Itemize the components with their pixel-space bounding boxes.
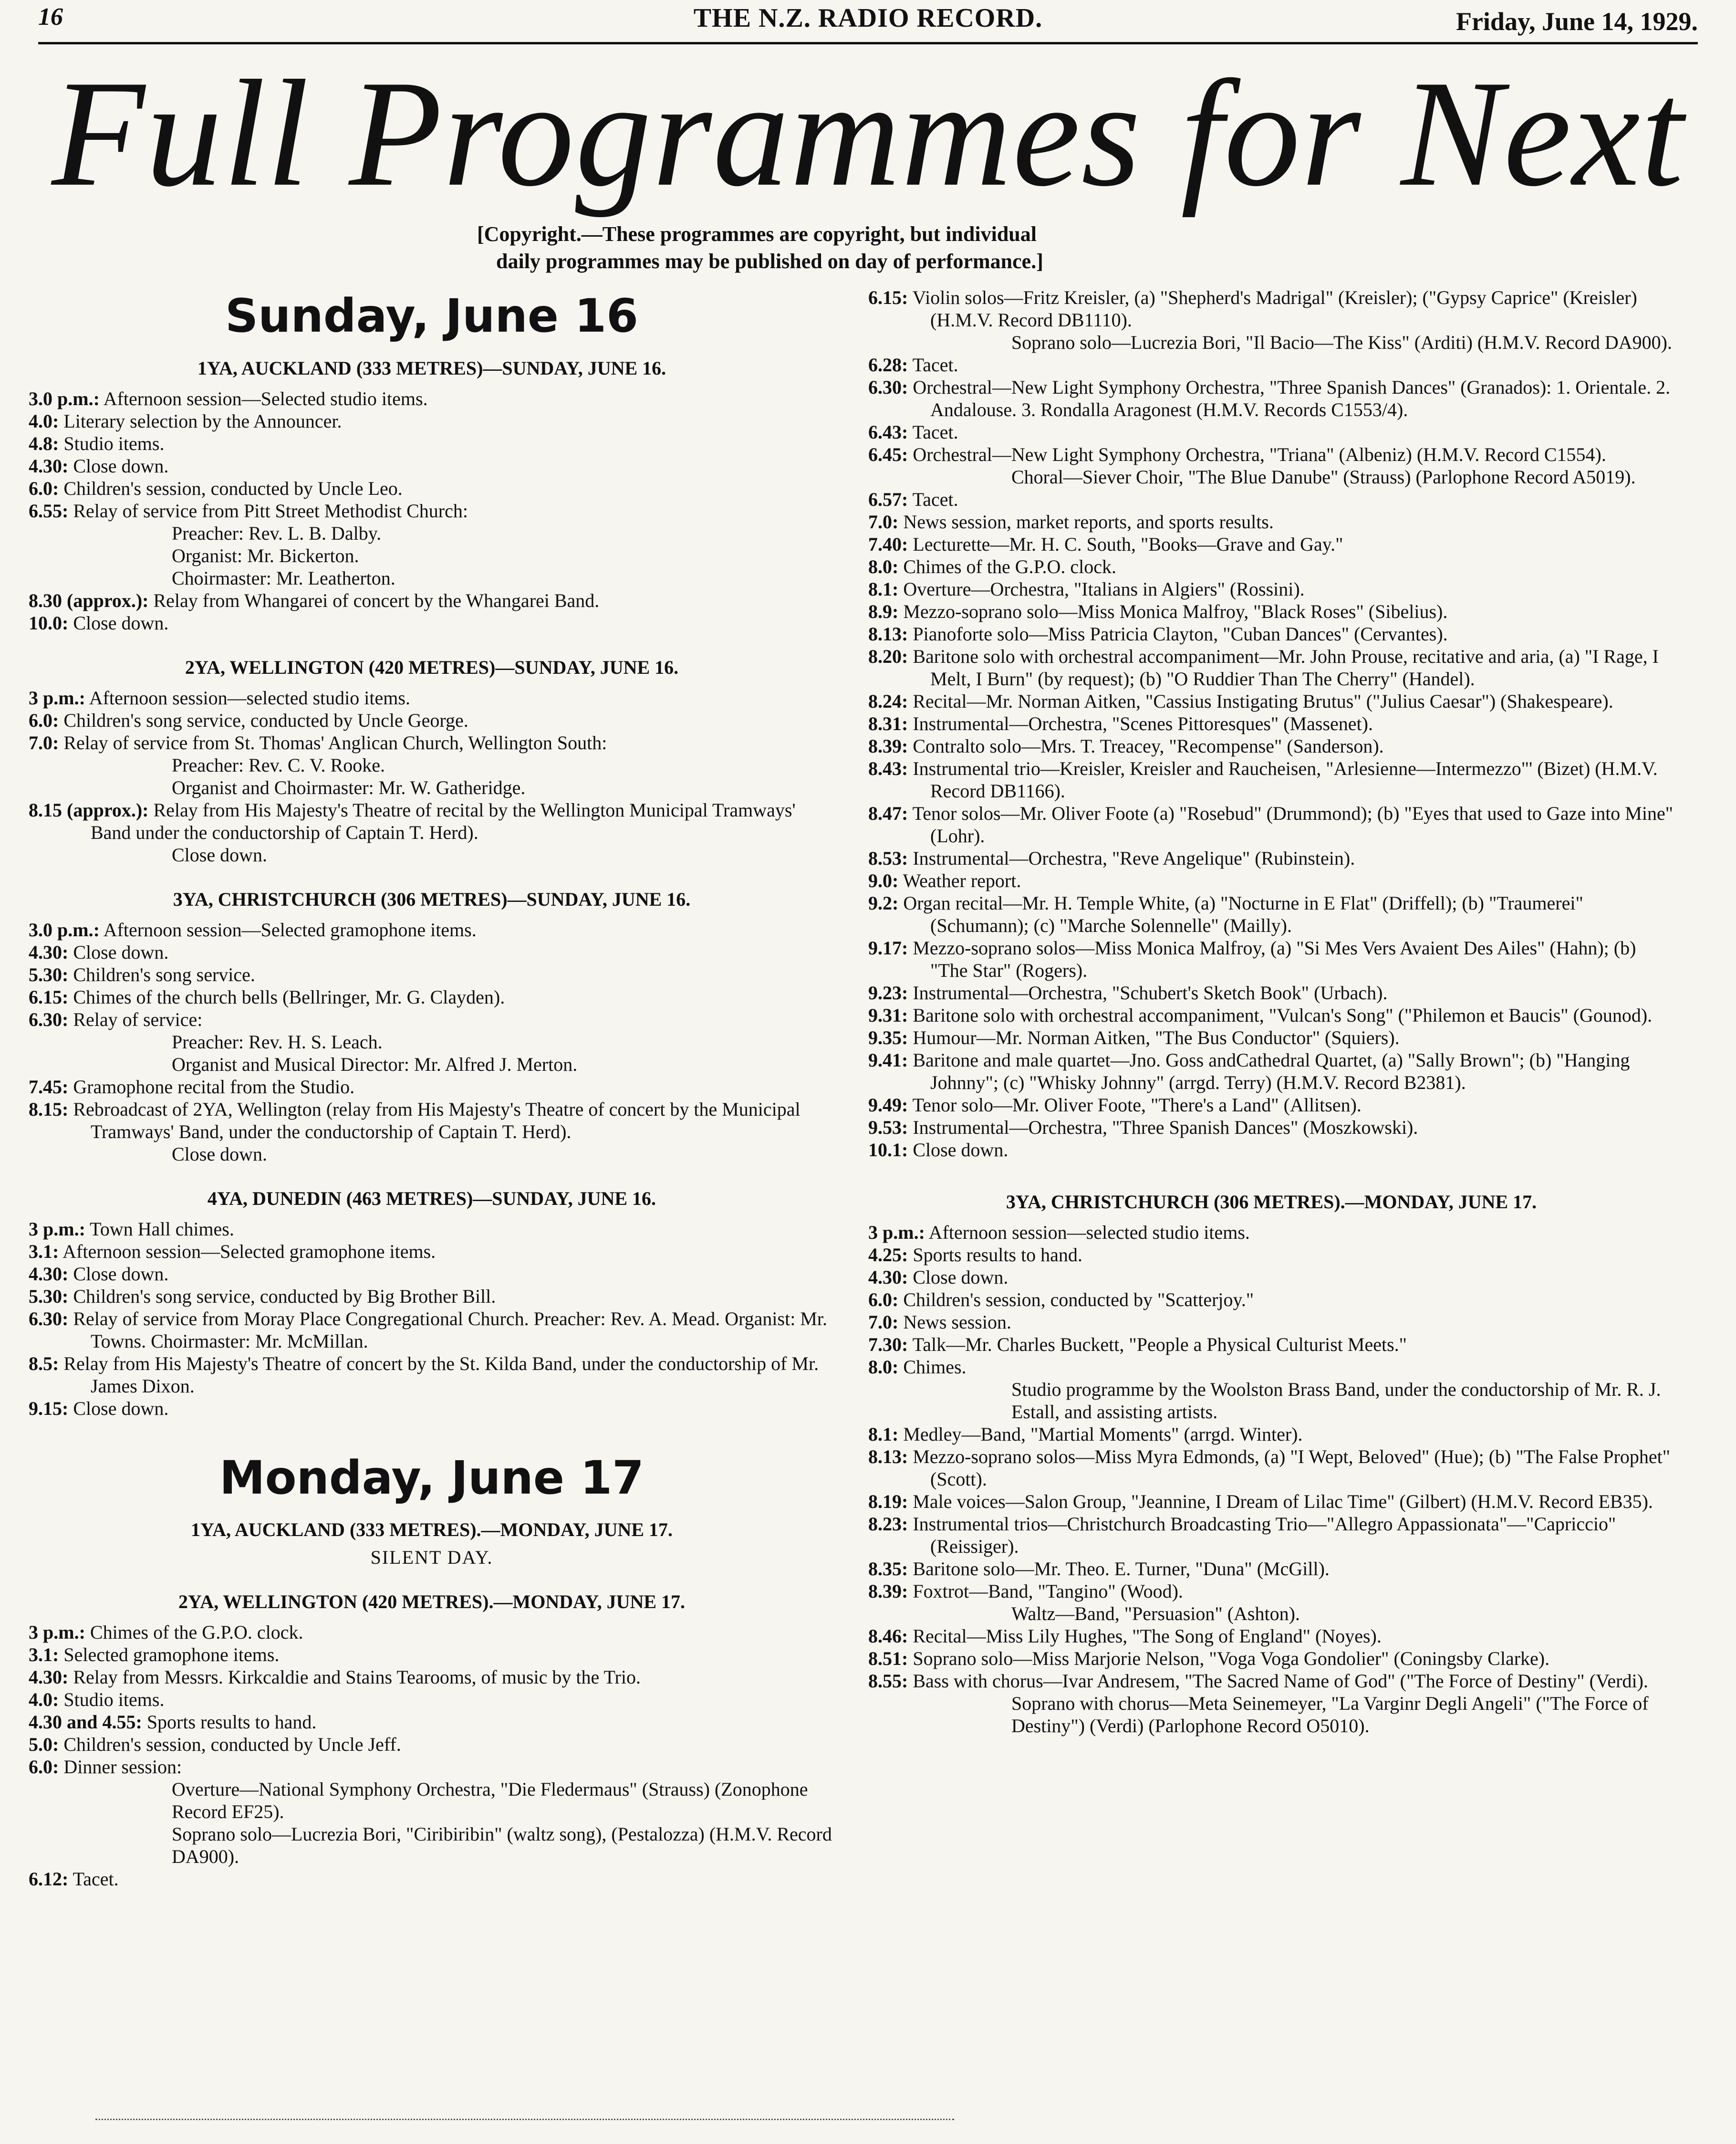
programme-item xyxy=(868,421,1674,443)
programme-time: 5.0: xyxy=(29,1734,59,1756)
left-column xyxy=(29,286,835,1890)
programme-time: 9.17: xyxy=(868,937,908,959)
programme-text: Studio programme by the Woolston Brass Band, under the conductorship of Mr. R. J. Estall, and assisting artists. xyxy=(1011,1379,1661,1422)
programme-text: Close down. xyxy=(73,455,169,477)
programme-time: 10.1: xyxy=(868,1139,908,1161)
programme-text: Relay from Whangarei of concert by the Whangarei Band. xyxy=(153,589,600,611)
station-heading: 3YA, CHRISTCHURCH (306 METRES)—SUNDAY, JUNE 16. xyxy=(173,888,691,910)
programme-time: 6.30: xyxy=(29,1307,69,1329)
programme-item xyxy=(868,354,1674,376)
programme-text: Town Hall chimes. xyxy=(90,1218,234,1240)
programme-text: Studio items. xyxy=(63,1689,165,1711)
programme-text: Afternoon session—selected studio items. xyxy=(89,687,410,709)
programme-item xyxy=(868,1647,1674,1670)
programme-time: 8.13: xyxy=(868,623,908,645)
programme-text: Recital—Miss Lily Hughes, "The Song of England" (Noyes). xyxy=(913,1625,1382,1647)
programme-time: 3 p.m.: xyxy=(868,1222,925,1243)
programme-item xyxy=(868,645,1674,690)
programme-text: Close down. xyxy=(73,612,169,634)
programme-text: Soprano solo—Miss Marjorie Nelson, "Voga Voga Gondolier" (Coningsby Clarke). xyxy=(913,1648,1550,1669)
programme-item xyxy=(868,1423,1674,1445)
programme-item xyxy=(868,757,1674,802)
programme-text: Afternoon session—Selected studio items. xyxy=(103,387,428,409)
programme-item xyxy=(868,802,1674,847)
programme-time: 4.30: xyxy=(29,455,69,477)
programme-text: Orchestral—New Light Symphony Orchestra, "Triana" (Albeniz) (H.M.V. Record C1554). xyxy=(913,444,1606,465)
programme-time: 4.25: xyxy=(868,1244,908,1265)
programme-text: Children's session, conducted by Uncle Leo. xyxy=(63,477,403,499)
programme-time: 8.24: xyxy=(868,690,908,712)
programme-text: Tenor solo—Mr. Oliver Foote, "There's a Land" (Allitsen). xyxy=(912,1094,1362,1116)
programme-time: 10.0: xyxy=(29,612,69,634)
programme-list xyxy=(868,286,1674,1161)
programme-text: Soprano solo—Lucrezia Bori, "Il Bacio—The Kiss" (Arditi) (H.M.V. Record DA900). xyxy=(1011,332,1672,353)
programme-item xyxy=(29,799,835,844)
programme-text: Close down. xyxy=(172,1143,267,1165)
programme-item xyxy=(29,1711,835,1733)
programme-time: 8.15 (approx.): xyxy=(29,799,149,821)
programme-time: 8.43: xyxy=(868,758,908,779)
programme-text: Baritone and male quartet—Jno. Goss andCathedral Quartet, (a) "Sally Brown"; (b) "Hanging Johnny"; (c) "Whisky Johnny" (arrgd. Terry) (H.M.V. Record B2381). xyxy=(913,1049,1630,1093)
programme-time: 6.57: xyxy=(868,489,908,510)
programme-text: Recital—Mr. Norman Aitken, "Cassius Instigating Brutus" ("Julius Caesar") (Shakespeare). xyxy=(913,690,1613,712)
programme-text: Chimes of the G.P.O. clock. xyxy=(903,556,1116,577)
programme-text: Studio items. xyxy=(63,432,165,454)
programme-item xyxy=(29,687,835,709)
programme-item xyxy=(868,690,1674,712)
programme-time: 9.49: xyxy=(868,1094,908,1116)
silent-day-note: SILENT DAY. xyxy=(370,1547,493,1569)
programme-item xyxy=(29,1397,835,1420)
programme-item xyxy=(29,1076,835,1098)
day-heading-sunday: Sunday, June 16 xyxy=(225,289,638,343)
programme-time: 4.30 and 4.55: xyxy=(29,1711,142,1733)
programme-time: 6.15: xyxy=(29,986,69,1008)
programme-text: Bass with chorus—Ivar Andresem, "The Sacred Name of God" ("The Force of Destiny" (Verdi). xyxy=(913,1670,1648,1692)
programme-text: Baritone solo with orchestral accompaniment, "Vulcan's Song" ("Philemon et Baucis" (Gounod). xyxy=(913,1004,1653,1026)
header-rule xyxy=(38,42,1698,44)
programme-item xyxy=(868,623,1674,645)
programme-item xyxy=(868,1221,1674,1244)
copyright-notice xyxy=(477,220,1264,275)
issue-date: Friday, June 14, 1929. xyxy=(1455,7,1698,36)
programme-text: Children's song service, conducted by Uncle George. xyxy=(63,709,468,731)
programme-time: 8.1: xyxy=(868,578,899,600)
programme-text: Preacher: Rev. L. B. Dalby. xyxy=(172,522,382,544)
programme-time: 8.1: xyxy=(868,1423,899,1445)
programme-time: 3 p.m.: xyxy=(29,687,85,709)
programme-list xyxy=(29,687,835,866)
programme-time: 9.15: xyxy=(29,1397,69,1419)
programme-item xyxy=(868,1580,1674,1602)
programme-item xyxy=(29,1218,835,1240)
programme-time: 9.31: xyxy=(868,1004,908,1026)
programme-item xyxy=(29,732,835,754)
programme-time: 6.43: xyxy=(868,421,908,443)
programme-text: Children's song service. xyxy=(73,963,255,985)
programme-list xyxy=(29,919,835,1165)
programme-text: Preacher: Rev. H. S. Leach. xyxy=(172,1031,383,1053)
programme-item xyxy=(868,1602,1674,1625)
programme-item xyxy=(29,612,835,634)
programme-time: 8.23: xyxy=(868,1513,908,1535)
page-header xyxy=(38,3,1698,36)
programme-text: Tacet. xyxy=(912,421,958,443)
programme-item xyxy=(868,1356,1674,1378)
programme-text: Relay of service from Pitt Street Methodist Church: xyxy=(73,500,468,522)
programme-item xyxy=(868,533,1674,555)
station-heading: 1YA, AUCKLAND (333 METRES)—SUNDAY, JUNE 16. xyxy=(197,357,666,379)
programme-item xyxy=(29,1733,835,1756)
programme-item xyxy=(29,776,835,799)
programme-text: Children's song service, conducted by Big Brother Bill. xyxy=(73,1285,496,1307)
programme-item xyxy=(868,1049,1674,1094)
programme-text: Instrumental—Orchestra, "Reve Angelique" (Rubinstein). xyxy=(913,847,1355,869)
programme-time: 8.31: xyxy=(868,713,908,734)
programme-time: 9.0: xyxy=(868,870,899,891)
programme-time: 8.19: xyxy=(868,1491,908,1512)
programme-text: Waltz—Band, "Persuasion" (Ashton). xyxy=(1011,1603,1300,1624)
page-title: Full Programmes for Next xyxy=(52,49,1684,218)
programme-time: 6.0: xyxy=(868,1289,899,1310)
programme-item xyxy=(29,1240,835,1263)
programme-text: Humour—Mr. Norman Aitken, "The Bus Conductor" (Squiers). xyxy=(913,1027,1400,1048)
programme-item xyxy=(29,1868,835,1890)
programme-time: 6.0: xyxy=(29,709,59,731)
station-heading: 2YA, WELLINGTON (420 METRES)—SUNDAY, JUNE 16. xyxy=(185,656,679,678)
programme-time: 8.9: xyxy=(868,601,899,622)
programme-text: Sports results to hand. xyxy=(913,1244,1082,1265)
programme-time: 6.45: xyxy=(868,444,908,465)
programme-time: 5.30: xyxy=(29,963,69,985)
programme-text: Mezzo-soprano solos—Miss Monica Malfroy, (a) "Si Mes Vers Avaient Des Ailes" (Hahn); (b) "The Star" (Rogers). xyxy=(913,937,1636,981)
programme-time: 9.53: xyxy=(868,1117,908,1138)
programme-text: Pianoforte solo—Miss Patricia Clayton, "Cuban Dances" (Cervantes). xyxy=(913,623,1448,645)
programme-text: Tacet. xyxy=(73,1868,119,1890)
programme-item xyxy=(29,410,835,432)
programme-list xyxy=(29,387,835,634)
programme-item xyxy=(868,892,1674,937)
programme-time: 4.30: xyxy=(29,1263,69,1285)
programme-item xyxy=(868,331,1674,354)
programme-time: 8.39: xyxy=(868,735,908,757)
programme-item xyxy=(868,1266,1674,1288)
programme-time: 7.30: xyxy=(868,1334,908,1355)
programme-item xyxy=(868,982,1674,1004)
programme-time: 8.46: xyxy=(868,1625,908,1647)
bottom-fold-line xyxy=(95,2119,954,2120)
programme-text: Tenor solos—Mr. Oliver Foote (a) "Rosebud" (Drummond); (b) "Eyes that used to Gaze into Mine" (Lohr). xyxy=(912,803,1674,847)
programme-text: Close down. xyxy=(73,941,169,963)
programme-item xyxy=(29,544,835,567)
programme-text: Afternoon session—selected studio items. xyxy=(928,1222,1250,1243)
programme-item xyxy=(29,1621,835,1643)
programme-text: Relay from Messrs. Kirkcaldie and Stains Tearooms, of music by the Trio. xyxy=(73,1666,641,1688)
programme-time: 7.0: xyxy=(868,1311,899,1333)
programme-text: Relay from His Majesty's Theatre of concert by the St. Kilda Band, under the conductorship of Mr. James Dixon. xyxy=(63,1352,819,1397)
programme-text: Orchestral—New Light Symphony Orchestra, "Three Spanish Dances" (Granados): 1. Orientale. 2. Andalouse. 3. Rondalla Aragonest (H.M.V. Records C1553/4). xyxy=(913,377,1671,420)
programme-text: Relay of service: xyxy=(73,1008,203,1030)
programme-item xyxy=(868,578,1674,600)
programme-item xyxy=(868,466,1674,488)
programme-time: 6.55: xyxy=(29,500,69,522)
programme-text: Tacet. xyxy=(912,489,958,510)
programme-text: Talk—Mr. Charles Buckett, "People a Physical Culturist Meets." xyxy=(912,1334,1407,1355)
programme-time: 7.0: xyxy=(29,732,59,753)
programme-item xyxy=(868,1625,1674,1647)
programme-text: Lecturette—Mr. H. C. South, "Books—Grave and Gay." xyxy=(913,533,1343,555)
programme-item xyxy=(29,387,835,410)
programme-text: Selected gramophone items. xyxy=(63,1644,280,1666)
programme-time: 3.1: xyxy=(29,1644,59,1666)
programme-item xyxy=(29,919,835,941)
right-column xyxy=(868,286,1674,1737)
station-heading: 2YA, WELLINGTON (420 METRES).—MONDAY, JUNE 17. xyxy=(178,1591,686,1613)
programme-item xyxy=(868,555,1674,578)
programme-item xyxy=(29,1098,835,1143)
programme-item xyxy=(868,1116,1674,1139)
programme-text: Organist and Choirmaster: Mr. W. Gatheridge. xyxy=(172,776,526,798)
programme-item xyxy=(868,1670,1674,1692)
programme-text: Tacet. xyxy=(912,354,958,376)
programme-text: Foxtrot—Band, "Tangino" (Wood). xyxy=(913,1580,1183,1602)
programme-text: Contralto solo—Mrs. T. Treacey, "Recompense" (Sanderson). xyxy=(913,735,1384,757)
programme-item xyxy=(868,937,1674,982)
copyright-line: daily programmes may be published on day of performance.] xyxy=(496,250,1043,273)
programme-time: 8.30 (approx.): xyxy=(29,589,149,611)
programme-text: Choral—Siever Choir, "The Blue Danube" (Strauss) (Parlophone Record A5019). xyxy=(1011,466,1636,488)
programme-text: Gramophone recital from the Studio. xyxy=(73,1076,355,1098)
programme-text: Close down. xyxy=(913,1266,1008,1288)
programme-text: Instrumental—Orchestra, "Scenes Pittoresques" (Massenet). xyxy=(913,713,1373,734)
programme-item xyxy=(868,488,1674,511)
programme-time: 8.13: xyxy=(868,1446,908,1467)
programme-item xyxy=(868,443,1674,466)
programme-time: 8.51: xyxy=(868,1648,908,1669)
programme-text: Violin solos—Fritz Kreisler, (a) "Shepherd's Madrigal" (Kreisler); ("Gypsy Caprice" (Kreisler) (H.M.V. Record DB1110). xyxy=(912,287,1637,331)
programme-time: 4.30: xyxy=(868,1266,908,1288)
programme-time: 3 p.m.: xyxy=(29,1621,85,1643)
programme-text: Mezzo-soprano solo—Miss Monica Malfroy, "Black Roses" (Sibelius). xyxy=(903,601,1448,622)
programme-item xyxy=(29,1285,835,1307)
programme-item xyxy=(868,1288,1674,1311)
programme-time: 8.53: xyxy=(868,847,908,869)
programme-text: Relay of service from St. Thomas' Anglican Church, Wellington South: xyxy=(63,732,607,753)
programme-item xyxy=(868,869,1674,892)
programme-text: Relay of service from Moray Place Congregational Church. Preacher: Rev. A. Mead. Organist: Mr. Towns. Choirmaster: Mr. McMillan. xyxy=(73,1307,828,1352)
programme-text: News session, market reports, and sports results. xyxy=(903,511,1274,533)
programme-item xyxy=(29,1053,835,1076)
programme-time: 8.15: xyxy=(29,1098,69,1120)
programme-text: Organist and Musical Director: Mr. Alfred J. Merton. xyxy=(172,1053,578,1075)
programme-text: Chimes of the church bells (Bellringer, Mr. G. Clayden). xyxy=(73,986,505,1008)
programme-time: 3.0 p.m.: xyxy=(29,919,100,941)
programme-text: Afternoon session—Selected gramophone items. xyxy=(62,1240,436,1262)
programme-time: 7.45: xyxy=(29,1076,69,1098)
programme-text: Soprano with chorus—Meta Seinemeyer, "La Varginr Degli Angeli" ("The Force of Destiny") (Verdi) (Parlophone Record O5010). xyxy=(1011,1693,1649,1736)
programme-item xyxy=(29,477,835,500)
programme-time: 6.30: xyxy=(868,377,908,398)
programme-item xyxy=(29,1688,835,1711)
programme-item xyxy=(868,286,1674,331)
programme-text: Afternoon session—Selected gramophone items. xyxy=(103,919,477,941)
programme-item xyxy=(868,376,1674,421)
programme-time: 7.0: xyxy=(868,511,899,533)
programme-text: Organist: Mr. Bickerton. xyxy=(172,544,359,566)
programme-time: 6.28: xyxy=(868,354,908,376)
programme-text: Dinner session: xyxy=(63,1756,182,1778)
programme-item xyxy=(29,589,835,612)
programme-item xyxy=(868,1692,1674,1737)
programme-item xyxy=(29,754,835,776)
programme-time: 8.39: xyxy=(868,1580,908,1602)
programme-time: 6.30: xyxy=(29,1008,69,1030)
programme-text: Close down. xyxy=(73,1263,169,1285)
programme-time: 8.0: xyxy=(868,556,899,577)
programme-time: 6.15: xyxy=(868,287,908,308)
programme-item xyxy=(29,1666,835,1688)
programme-item xyxy=(29,567,835,589)
programme-time: 8.5: xyxy=(29,1352,59,1374)
programme-text: Soprano solo—Lucrezia Bori, "Ciribiribin" (waltz song), (Pestalozza) (H.M.V. Record DA900). xyxy=(172,1823,832,1868)
programme-text: Instrumental trios—Christchurch Broadcasting Trio—"Allegro Appassionata"—"Capriccio" (Reissiger). xyxy=(913,1513,1616,1557)
programme-time: 9.41: xyxy=(868,1049,908,1071)
programme-text: Chimes of the G.P.O. clock. xyxy=(90,1621,303,1643)
programme-item xyxy=(29,1643,835,1666)
programme-item xyxy=(868,1311,1674,1333)
programme-time: 6.0: xyxy=(29,1756,59,1778)
programme-list xyxy=(29,1621,835,1890)
programme-time: 4.0: xyxy=(29,410,59,432)
publication-name: THE N.Z. RADIO RECORD. xyxy=(693,3,1043,33)
programme-item xyxy=(29,986,835,1008)
programme-time: 3 p.m.: xyxy=(29,1218,85,1240)
programme-item xyxy=(29,455,835,477)
programme-text: Close down. xyxy=(913,1139,1008,1161)
programme-time: 6.0: xyxy=(29,477,59,499)
programme-item xyxy=(29,1143,835,1165)
programme-time: 6.12: xyxy=(29,1868,69,1890)
programme-item xyxy=(868,847,1674,869)
programme-time: 8.0: xyxy=(868,1356,899,1378)
station-heading: 3YA, CHRISTCHURCH (306 METRES).—MONDAY, JUNE 17. xyxy=(1006,1191,1537,1213)
programme-time: 8.35: xyxy=(868,1558,908,1579)
programme-item xyxy=(868,1333,1674,1356)
programme-text: Children's session, conducted by Uncle Jeff. xyxy=(63,1734,401,1756)
programme-item xyxy=(868,1513,1674,1558)
programme-item xyxy=(868,735,1674,757)
programme-text: Relay from His Majesty's Theatre of recital by the Wellington Municipal Tramways' Band under the conductorship of Captain T. Herd). xyxy=(91,799,796,843)
programme-item xyxy=(868,600,1674,623)
programme-text: Mezzo-soprano solos—Miss Myra Edmonds, (a) "I Wept, Beloved" (Hue); (b) "The False Prophet" (Scott). xyxy=(913,1446,1671,1490)
programme-item xyxy=(868,1490,1674,1513)
programme-text: Organ recital—Mr. H. Temple White, (a) "Nocturne in E Flat" (Driffell); (b) "Traumerei" (Schumann); (c) "Marche Solennelle" (Mailly). xyxy=(903,892,1583,936)
copyright-line: [Copyright.—These programmes are copyright, but individual xyxy=(477,222,1037,246)
programme-item xyxy=(29,963,835,986)
programme-item xyxy=(868,511,1674,533)
programme-item xyxy=(29,1778,835,1823)
programme-item xyxy=(868,712,1674,735)
programme-text: Instrumental trio—Kreisler, Kreisler and Raucheisen, "Arlesienne—Intermezzo"' (Bizet) (H.M.V. Record DB1166). xyxy=(913,758,1658,802)
programme-item xyxy=(868,1378,1674,1423)
programme-time: 9.2: xyxy=(868,892,899,914)
programme-list xyxy=(29,1218,835,1420)
programme-text: Rebroadcast of 2YA, Wellington (relay from His Majesty's Theatre of concert by the Municipal Tramways' Band, under the conductorship of Captain T. Herd). xyxy=(73,1098,800,1142)
programme-text: Children's session, conducted by "Scatterjoy." xyxy=(903,1289,1254,1310)
programme-item xyxy=(29,500,835,522)
programme-time: 3.0 p.m.: xyxy=(29,387,100,409)
programme-text: Instrumental—Orchestra, "Three Spanish Dances" (Moszkowski). xyxy=(913,1117,1418,1138)
programme-text: Close down. xyxy=(172,844,267,866)
programme-item xyxy=(29,1263,835,1285)
programme-text: Chimes. xyxy=(903,1356,967,1378)
programme-item xyxy=(29,941,835,963)
programme-item xyxy=(868,1139,1674,1161)
programme-time: 3.1: xyxy=(29,1240,59,1262)
programme-text: Instrumental—Orchestra, "Schubert's Sketch Book" (Urbach). xyxy=(913,982,1388,1004)
programme-text: Choirmaster: Mr. Leatherton. xyxy=(172,567,395,589)
programme-text: Overture—Orchestra, "Italians in Algiers" (Rossini). xyxy=(903,578,1305,600)
programme-item xyxy=(29,522,835,544)
programme-item xyxy=(868,1244,1674,1266)
programme-item xyxy=(29,1008,835,1031)
programme-time: 9.35: xyxy=(868,1027,908,1048)
programme-item xyxy=(29,1352,835,1397)
programme-item xyxy=(29,1823,835,1868)
programme-text: Weather report. xyxy=(903,870,1021,891)
page-number: 16 xyxy=(38,3,63,31)
programme-item xyxy=(29,1307,835,1352)
programme-text: Baritone solo with orchestral accompaniment—Mr. John Prouse, recitative and aria, (a) "I Rage, I Melt, I Burn" (by request); (b) "O Ruddier Than The Cherry" (Handel). xyxy=(913,646,1659,690)
programme-item xyxy=(868,1026,1674,1049)
programme-time: 8.55: xyxy=(868,1670,908,1692)
programme-item xyxy=(868,1004,1674,1026)
programme-time: 4.30: xyxy=(29,941,69,963)
programme-time: 9.23: xyxy=(868,982,908,1004)
programme-item xyxy=(868,1445,1674,1490)
programme-time: 8.20: xyxy=(868,646,908,667)
programme-text: Overture—National Symphony Orchestra, "Die Fledermaus" (Strauss) (Zonophone Record EF25). xyxy=(172,1778,808,1823)
programme-time: 4.8: xyxy=(29,432,59,454)
programme-time: 4.0: xyxy=(29,1689,59,1711)
programme-item xyxy=(29,844,835,866)
programme-text: Male voices—Salon Group, "Jeannine, I Dream of Lilac Time" (Gilbert) (H.M.V. Record EB35). xyxy=(913,1491,1653,1512)
programme-item xyxy=(29,1031,835,1053)
programme-time: 7.40: xyxy=(868,533,908,555)
programme-item xyxy=(29,1756,835,1778)
station-heading: 4YA, DUNEDIN (463 METRES)—SUNDAY, JUNE 16. xyxy=(207,1187,656,1209)
programme-text: News session. xyxy=(903,1311,1011,1333)
programme-time: 8.47: xyxy=(868,803,908,824)
programme-item xyxy=(29,709,835,732)
programme-time: 4.30: xyxy=(29,1666,69,1688)
programme-text: Literary selection by the Announcer. xyxy=(63,410,342,432)
programme-text: Preacher: Rev. C. V. Rooke. xyxy=(172,754,385,776)
day-heading-monday: Monday, June 17 xyxy=(219,1451,644,1505)
programme-time: 5.30: xyxy=(29,1285,69,1307)
programme-item xyxy=(868,1558,1674,1580)
programme-item xyxy=(868,1094,1674,1116)
programme-list xyxy=(868,1221,1674,1737)
programme-item xyxy=(29,432,835,455)
programme-text: Close down. xyxy=(73,1397,169,1419)
programme-text: Baritone solo—Mr. Theo. E. Turner, "Duna" (McGill). xyxy=(913,1558,1330,1579)
programme-text: Medley—Band, "Martial Moments" (arrgd. Winter). xyxy=(903,1423,1303,1445)
programme-text: Sports results to hand. xyxy=(146,1711,317,1733)
station-heading: 1YA, AUCKLAND (333 METRES).—MONDAY, JUNE 17. xyxy=(190,1519,673,1541)
